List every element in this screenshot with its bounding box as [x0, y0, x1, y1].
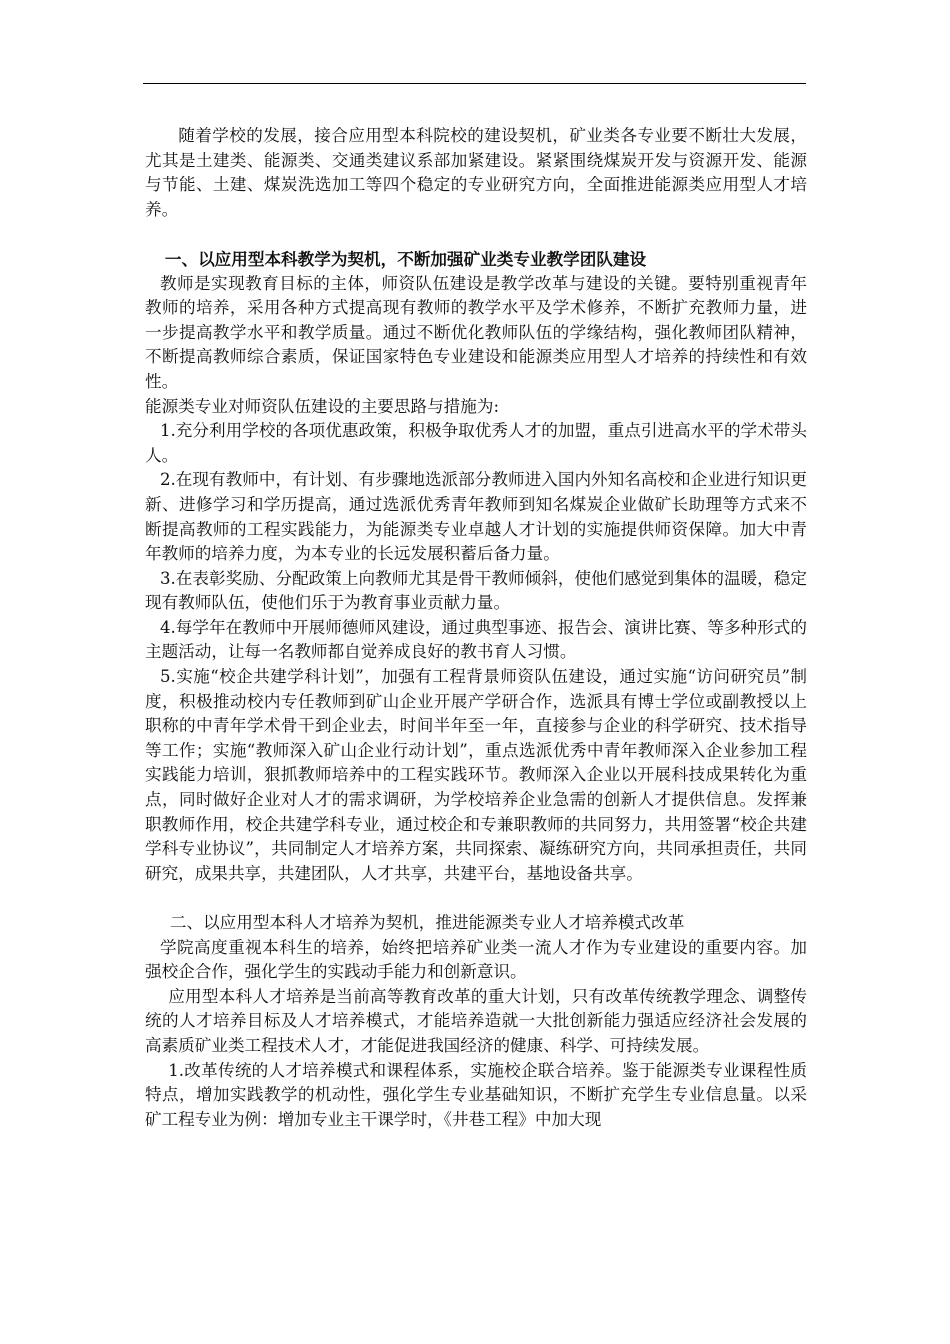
section-1-item-3: 3.在表彰奖励、分配政策上向教师尤其是骨干教师倾斜，使他们感觉到集体的温暖，稳定现有教师队伍，使他们乐于为教育事业贡献力量。: [145, 568, 807, 613]
section-1-paragraph-1: 教师是实现教育目标的主体，师资队伍建设是教学改革与建设的关键。要特别重视青年教师的培养，采用各种方式提高现有教师的教学水平及学术修养，不断扩充教师力量，进一步提高教学水平和教学质量。通过不断优化教师队伍的学缘结构，强化教师团队精神，不断提高教师综合素质，保证国家特色专业建设和能源类应用型人才培养的持续性和有效性。: [145, 273, 807, 391]
section-1-item-2: 2.在现有教师中，有计划、有步骤地选派部分教师进入国内外知名高校和企业进行知识更新、进修学习和学历提高，通过选派优秀青年教师到知名煤炭企业做矿长助理等方式来不断提高教师的工程实践能力，为能源类专业卓越人才计划的实施提供师资保障。加大中青年教师的培养力度，为本专业的长远发展积蓄后备力量。: [145, 470, 807, 564]
section-2-paragraph-2: 应用型本科人才培养是当前高等教育改革的重大计划，只有改革传统教学理念、调整传统的人才培养目标及人才培养模式，才能培养造就一大批创新能力强适应经济社会发展的高素质矿业类工程技术人才，才能促进我国经济的健康、科学、可持续发展。: [145, 986, 807, 1055]
header-rule: [143, 83, 806, 84]
section-2-heading: 二、以应用型本科人才培养为契机，推进能源类专业人才培养模式改革: [169, 913, 685, 932]
blank-line: [145, 222, 807, 247]
document-body: [145, 124, 807, 1132]
blank-line: [145, 886, 807, 911]
intro-paragraph: 随着学校的发展，接合应用型本科院校的建设契机，矿业类各专业要不断壮大发展，尤其是土建类、能源类、交通类建议系部加紧建设。紧紧围绕煤炭开发与资源开发、能源与节能、土建、煤炭洗选加工等四个稳定的专业研究方向，全面推进能源类应用型人才培养。: [145, 126, 807, 219]
section-1-item-1: 1.充分利用学校的各项优惠政策，积极争取优秀人才的加盟，重点引进高水平的学术带头人。: [145, 421, 807, 465]
section-2-item-1: 1.改革传统的人才培养模式和课程体系，实施校企联合培养。鉴于能源类专业课程性质特点，增加实践教学的机动性，强化学生专业基础知识，不断扩充学生专业信息量。以采矿工程专业为例：增加专业主干课学时，《井巷工程》中加大现: [145, 1060, 807, 1129]
section-1-item-5: 5.实施“校企共建学科计划”，加强有工程背景师资队伍建设，通过实施“访问研究员”制度，积极推动校内专任教师到矿山企业开展产学研合作，选派具有博士学位或副教授以上职称的中青年学术骨干到企业去，时间半年至一年，直接参与企业的科学研究、技术指导等工作；实施“教师深入矿山企业行动计划”，重点选派优秀中青年教师深入企业参加工程实践能力培训，狠抓教师培养中的工程实践环节。教师深入企业以开展科技成果转化为重点，同时做好企业对人才的需求调研，为学校培养企业急需的创新人才提供信息。发挥兼职教师作用，校企共建学科专业，通过校企和专兼职教师的共同努力，共用签署“校企共建学科专业协议”，共同制定人才培养方案，共同探索、凝练研究方向，共同承担责任，共同研究，成果共享，共建团队，人才共享，共建平台，基地设备共享。: [145, 667, 807, 883]
section-1-heading: 一、以应用型本科教学为契机，不断加强矿业类专业教学团队建设: [164, 248, 647, 269]
section-2-paragraph-1: 学院高度重视本科生的培养，始终把培养矿业类一流人才作为专业建设的重要内容。加强校企合作，强化学生的实践动手能力和创新意识。: [145, 937, 807, 982]
section-1-paragraph-2: 能源类专业对师资队伍建设的主要思路与措施为:: [145, 396, 500, 416]
section-1-item-4: 4.每学年在教师中开展师德师风建设，通过典型事迹、报告会、演讲比赛、等多种形式的主题活动，让每一名教师都自觉养成良好的教书育人习惯。: [145, 617, 807, 662]
